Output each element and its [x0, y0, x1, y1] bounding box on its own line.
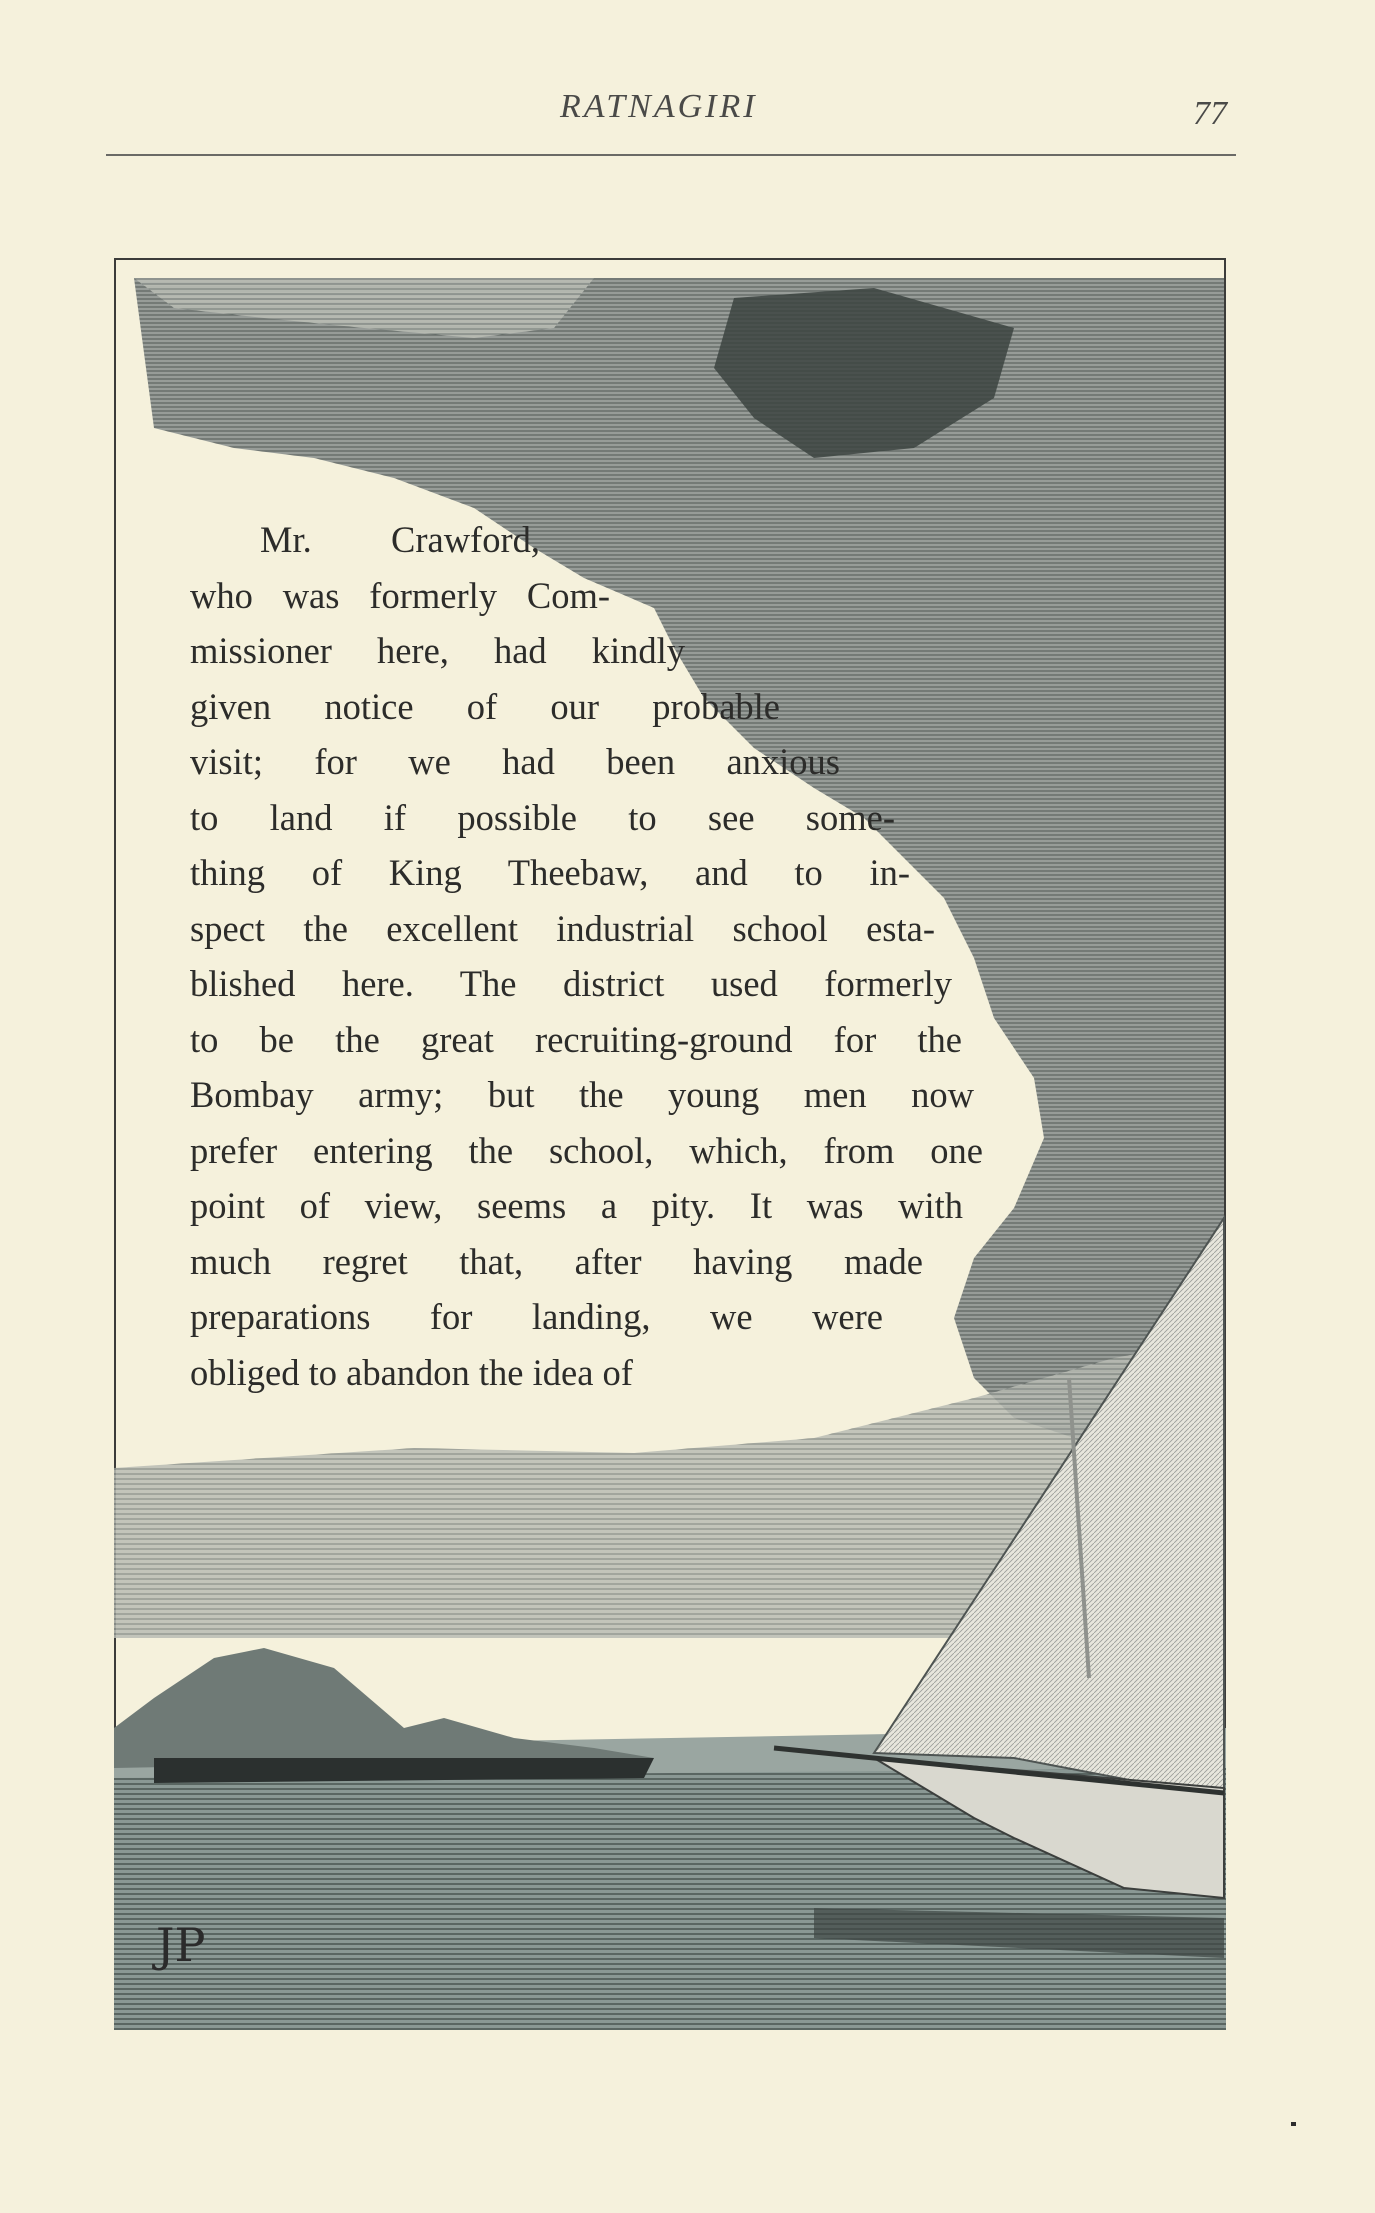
text-line: to be the great recruiting-ground for the	[190, 1018, 962, 1060]
text-line: obliged to abandon the idea of	[190, 1351, 633, 1393]
page-speck	[1291, 2122, 1296, 2126]
page-number: 77	[1193, 95, 1227, 132]
text-line: blished here. The district used formerly	[190, 963, 952, 1004]
text-line: much regret that, after having made	[190, 1240, 923, 1282]
engraver-monogram: JP	[156, 1918, 206, 1972]
text-line: to land if possible to see some-	[190, 796, 895, 838]
text-line: prefer entering the school, which, from one	[190, 1129, 983, 1171]
running-head-title: RATNAGIRI	[560, 88, 758, 125]
text-line: who was formerly Com-	[190, 574, 610, 616]
text-line: Bombay army; but the young men now	[190, 1074, 974, 1115]
engraving-illustration	[114, 258, 1226, 2030]
distant-hills	[114, 1648, 654, 1768]
text-line: thing of King Theebaw, and to in-	[190, 852, 910, 893]
header-rule	[106, 154, 1236, 156]
text-line: missioner here, had kindly	[190, 630, 685, 671]
text-line: visit; for we had been anxious	[190, 741, 840, 782]
text-line: Mr. Crawford,	[260, 519, 540, 560]
text-line: spect the excellent industrial school esta-	[190, 907, 935, 949]
text-line: given notice of our probable	[190, 685, 780, 727]
text-line: point of view, seems a pity. It was with	[190, 1185, 963, 1226]
text-line: preparations for landing, we were	[190, 1296, 883, 1337]
body-text	[190, 512, 1000, 1400]
